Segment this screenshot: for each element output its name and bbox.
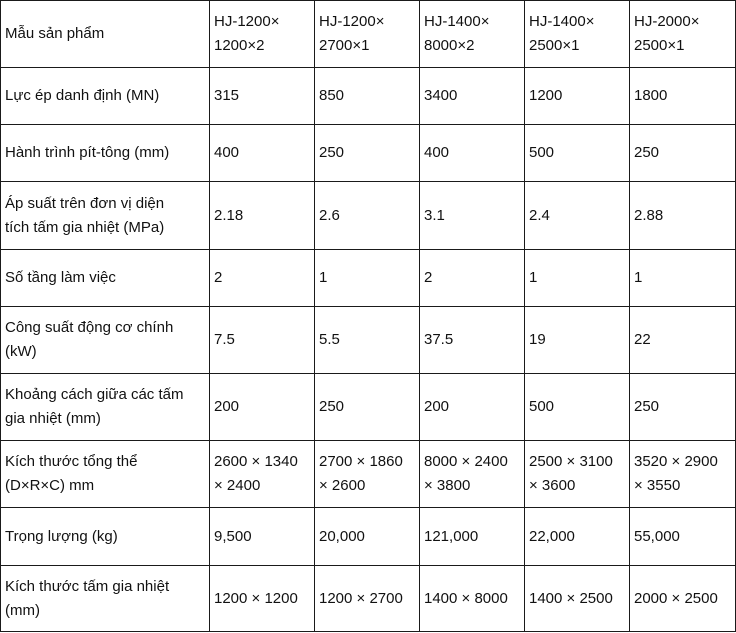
value-cell: 2700 × 1860 × 2600	[315, 441, 420, 508]
value-cell: 7.5	[210, 307, 315, 374]
value-cell: 1400 × 8000	[420, 566, 525, 632]
row-label-cell: Kích thước tấm gia nhiệt (mm)	[1, 566, 210, 632]
value-cell: 121,000	[420, 508, 525, 566]
value-cell: 250	[630, 374, 736, 441]
value-cell: 19	[525, 307, 630, 374]
value-cell: 500	[525, 374, 630, 441]
model-header-cell: HJ-1400× 2500×1	[525, 1, 630, 68]
value-cell: 850	[315, 68, 420, 125]
value-cell: 2.18	[210, 182, 315, 250]
table-row	[1, 307, 736, 374]
value-cell: 1	[630, 250, 736, 307]
row-label-cell: Khoảng cách giữa các tấm gia nhiệt (mm)	[1, 374, 210, 441]
value-cell: 2500 × 3100 × 3600	[525, 441, 630, 508]
value-cell: 2600 × 1340 × 2400	[210, 441, 315, 508]
value-cell: 20,000	[315, 508, 420, 566]
model-header-cell: HJ-1200× 2700×1	[315, 1, 420, 68]
header-label-cell: Mẫu sản phẩm	[1, 1, 210, 68]
value-cell: 2	[210, 250, 315, 307]
value-cell: 5.5	[315, 307, 420, 374]
value-cell: 1200	[525, 68, 630, 125]
value-cell: 9,500	[210, 508, 315, 566]
value-cell: 37.5	[420, 307, 525, 374]
value-cell: 8000 × 2400 × 3800	[420, 441, 525, 508]
table-row	[1, 374, 736, 441]
row-label-cell: Lực ép danh định (MN)	[1, 68, 210, 125]
value-cell: 1200 × 2700	[315, 566, 420, 632]
table-row	[1, 250, 736, 307]
value-cell: 2.4	[525, 182, 630, 250]
value-cell: 500	[525, 125, 630, 182]
value-cell: 1200 × 1200	[210, 566, 315, 632]
row-label-cell: Kích thước tổng thể (D×R×C) mm	[1, 441, 210, 508]
table-row	[1, 182, 736, 250]
value-cell: 22,000	[525, 508, 630, 566]
value-cell: 2.88	[630, 182, 736, 250]
model-header-cell: HJ-2000× 2500×1	[630, 1, 736, 68]
value-cell: 2	[420, 250, 525, 307]
value-cell: 3.1	[420, 182, 525, 250]
value-cell: 3520 × 2900 × 3550	[630, 441, 736, 508]
row-label-cell: Trọng lượng (kg)	[1, 508, 210, 566]
value-cell: 2000 × 2500	[630, 566, 736, 632]
header-row	[1, 1, 736, 68]
row-label-cell: Công suất động cơ chính (kW)	[1, 307, 210, 374]
value-cell: 250	[315, 125, 420, 182]
row-label-cell: Hành trình pít-tông (mm)	[1, 125, 210, 182]
value-cell: 250	[630, 125, 736, 182]
value-cell: 200	[210, 374, 315, 441]
value-cell: 250	[315, 374, 420, 441]
table-row	[1, 68, 736, 125]
table-row	[1, 125, 736, 182]
model-header-cell: HJ-1400× 8000×2	[420, 1, 525, 68]
table-row	[1, 566, 736, 632]
row-label-cell: Số tầng làm việc	[1, 250, 210, 307]
model-header-cell: HJ-1200× 1200×2	[210, 1, 315, 68]
value-cell: 22	[630, 307, 736, 374]
value-cell: 1400 × 2500	[525, 566, 630, 632]
table-row	[1, 508, 736, 566]
value-cell: 315	[210, 68, 315, 125]
value-cell: 400	[210, 125, 315, 182]
value-cell: 1	[315, 250, 420, 307]
row-label-cell: Áp suất trên đơn vị diện tích tấm gia nhiệt (MPa)	[1, 182, 210, 250]
value-cell: 1	[525, 250, 630, 307]
value-cell: 2.6	[315, 182, 420, 250]
value-cell: 55,000	[630, 508, 736, 566]
table-row	[1, 441, 736, 508]
value-cell: 3400	[420, 68, 525, 125]
value-cell: 1800	[630, 68, 736, 125]
value-cell: 200	[420, 374, 525, 441]
value-cell: 400	[420, 125, 525, 182]
